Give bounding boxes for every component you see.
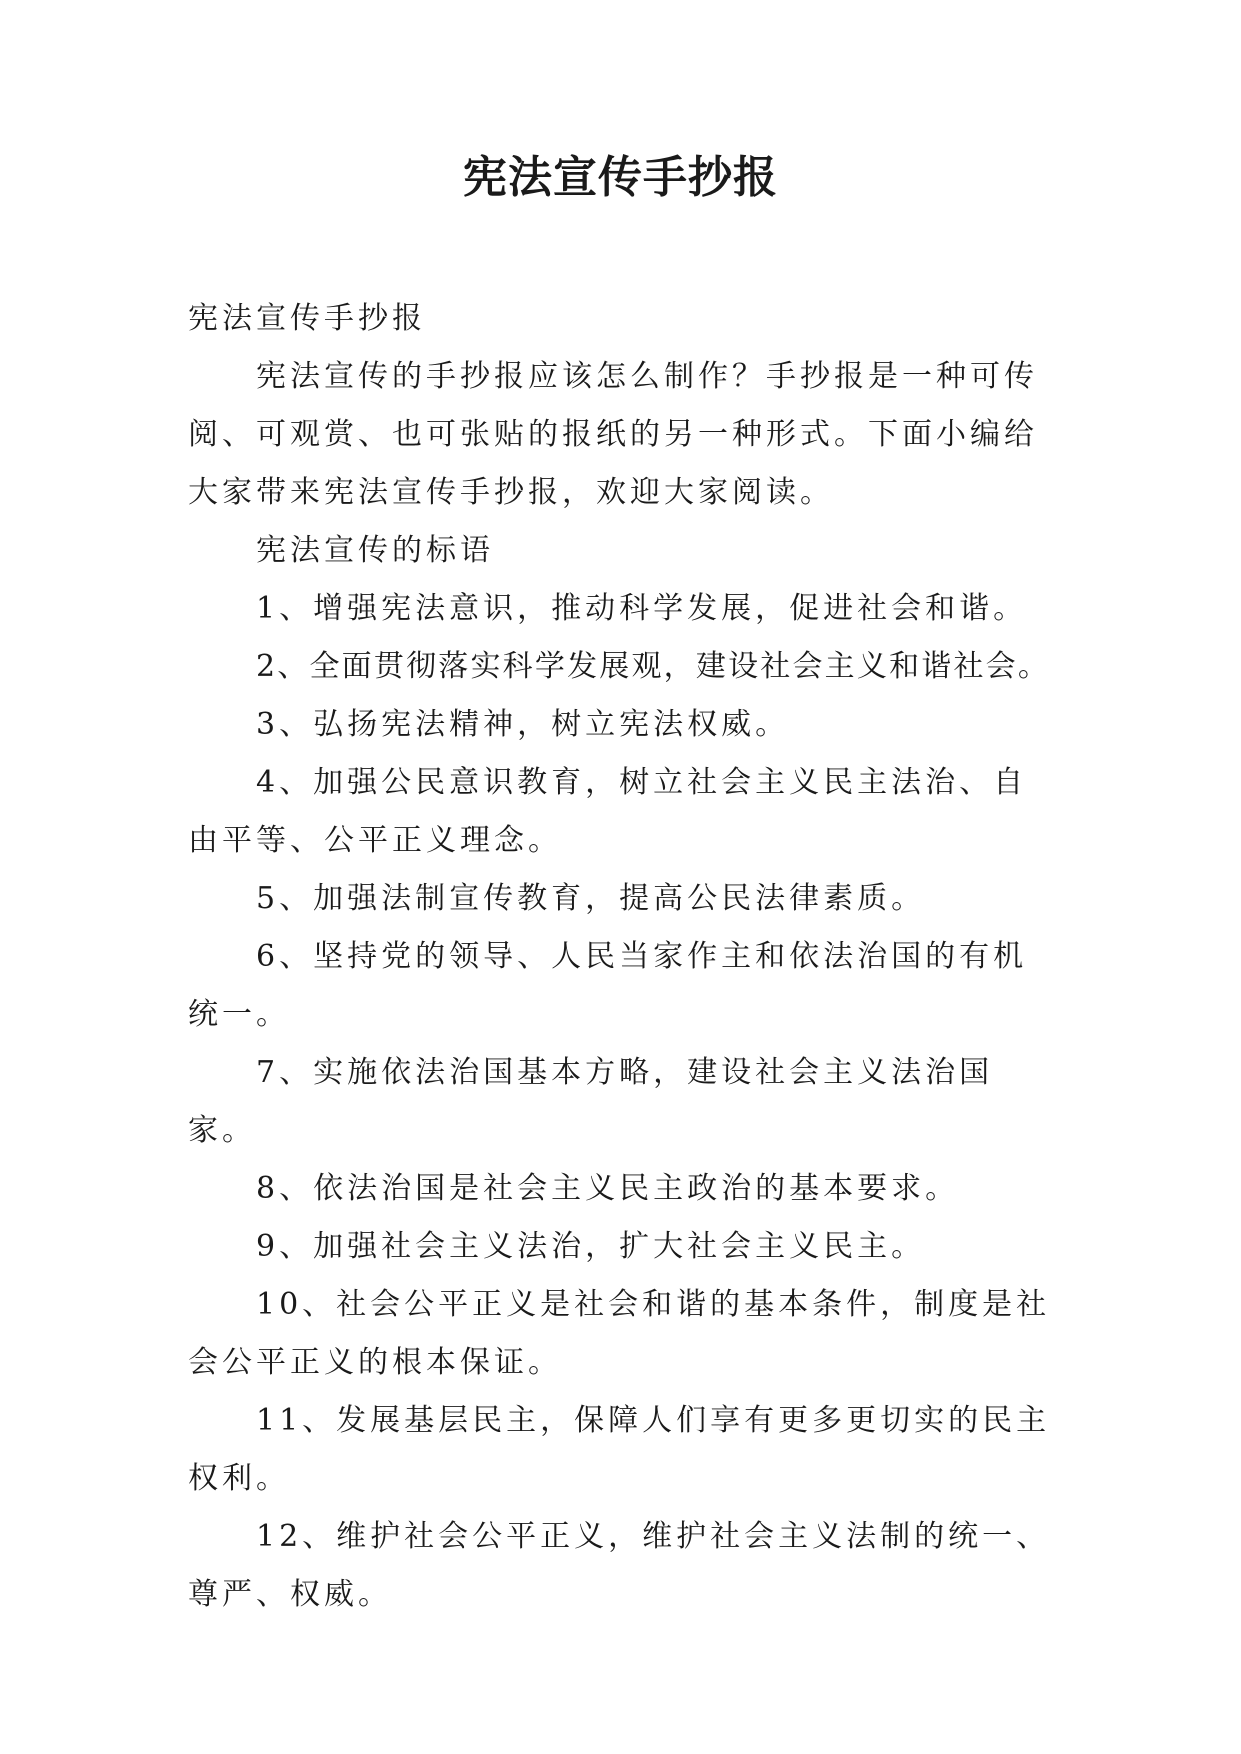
- document-title: 宪法宣传手抄报: [463, 152, 778, 203]
- document-body: [188, 290, 1058, 1624]
- slogan-item: 7、实施依法治国基本方略，建设社会主义法治国家。: [188, 1055, 994, 1148]
- slogan-item: 10、社会公平正义是社会和谐的基本条件，制度是社会公平正义的根本保证。: [188, 1287, 1051, 1380]
- slogan-item: 9、加强社会主义法治，扩大社会主义民主。: [256, 1229, 926, 1264]
- intro-paragraph: 宪法宣传的手抄报应该怎么制作？手抄报是一种可传阅、可观赏、也可张贴的报纸的另一种形式。下面小编给大家带来宪法宣传手抄报，欢迎大家阅读。: [188, 359, 1038, 510]
- slogan-item: 3、弘扬宪法精神，树立宪法权威。: [256, 707, 790, 742]
- slogan-item: 5、加强法制宣传教育，提高公民法律素质。: [256, 881, 926, 916]
- slogan-item: 8、依法治国是社会主义民主政治的基本要求。: [256, 1171, 960, 1206]
- slogan-item: 12、维护社会公平正义，维护社会主义法制的统一、尊严、权威。: [188, 1519, 1051, 1612]
- slogan-item: 2、全面贯彻落实科学发展观，建设社会主义和谐社会。: [256, 649, 1051, 684]
- slogan-item: 4、加强公民意识教育，树立社会主义民主法治、自由平等、公平正义理念。: [188, 765, 1028, 858]
- section-heading: 宪法宣传的标语: [256, 533, 494, 568]
- slogan-item: 1、增强宪法意识，推动科学发展，促进社会和谐。: [256, 591, 1028, 626]
- document-subtitle: 宪法宣传手抄报: [188, 301, 426, 336]
- slogan-item: 11、发展基层民主，保障人们享有更多更切实的民主权利。: [188, 1403, 1051, 1496]
- slogan-item: 6、坚持党的领导、人民当家作主和依法治国的有机统一。: [188, 939, 1028, 1032]
